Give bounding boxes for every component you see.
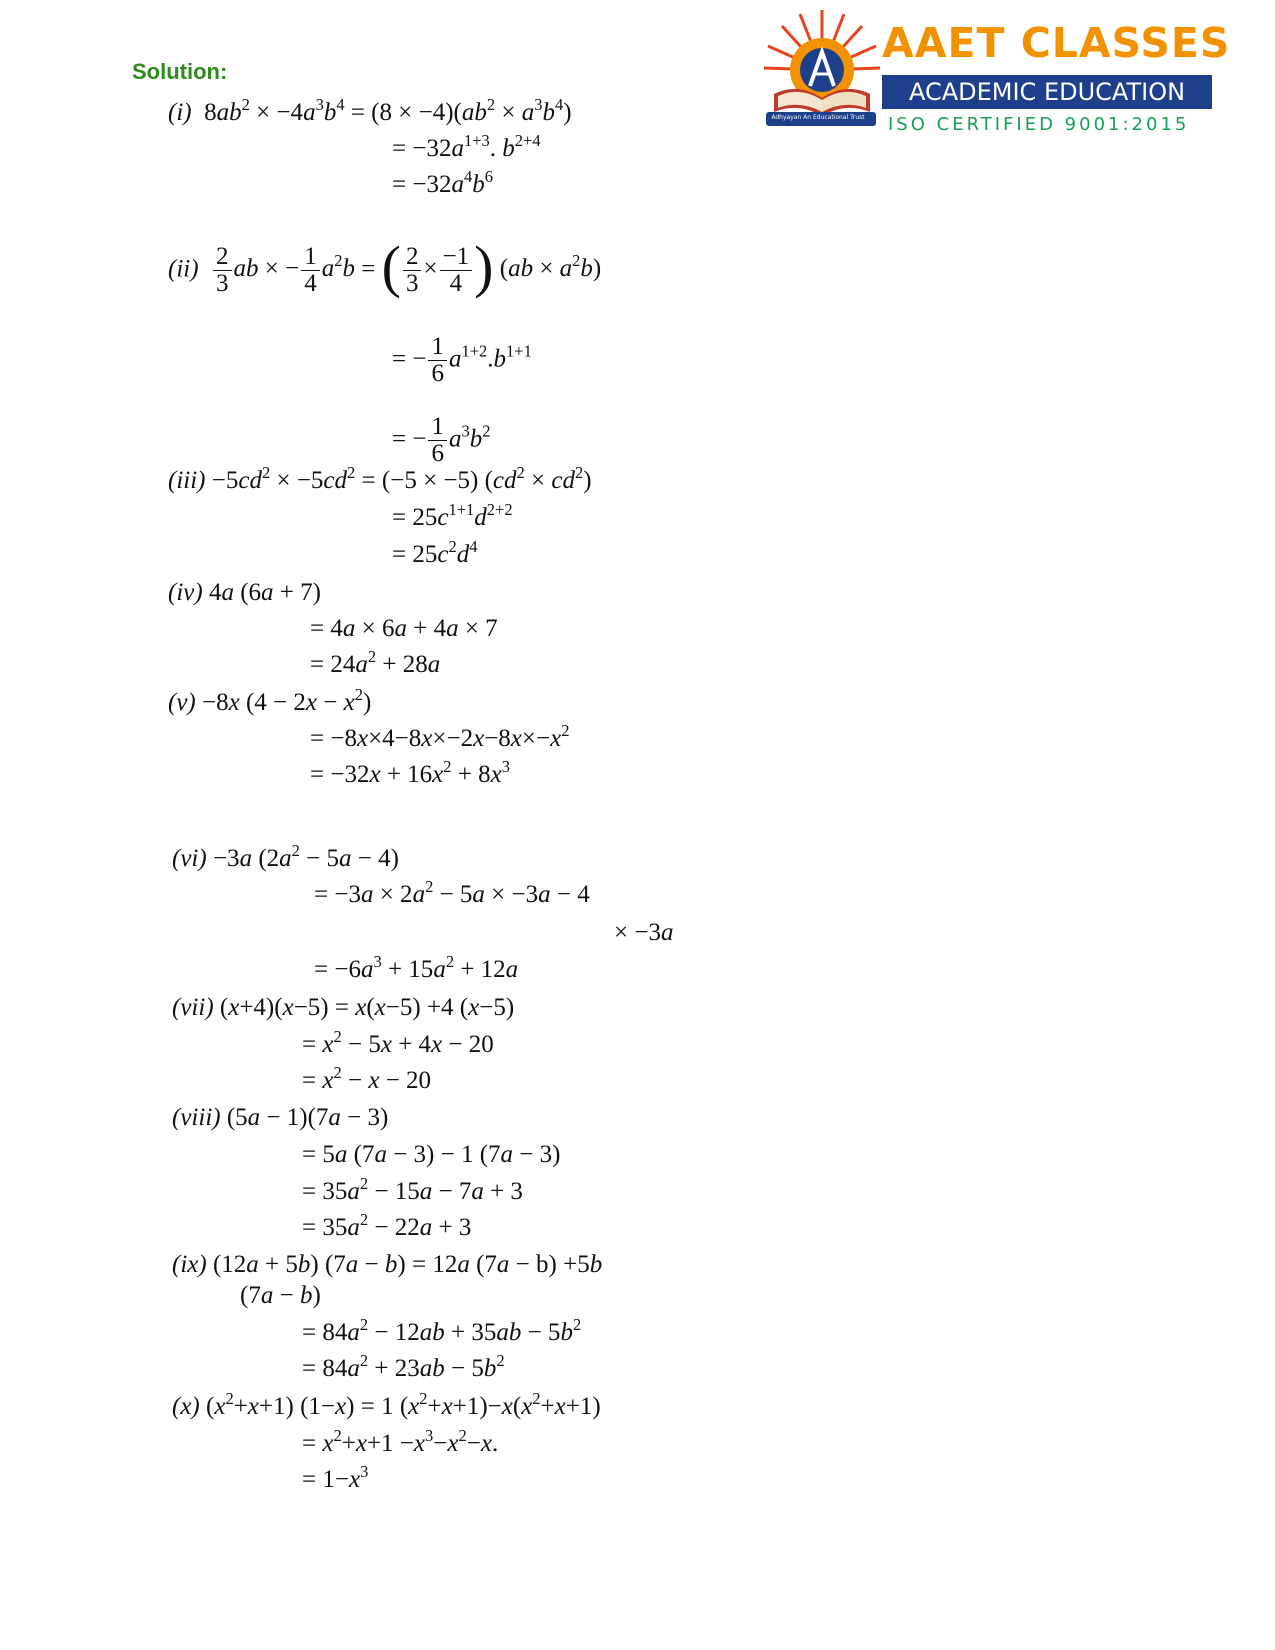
solution-heading: Solution: — [132, 59, 228, 84]
problem-label: (iv) — [168, 579, 203, 606]
problem-label: (v) — [168, 689, 196, 716]
expression: −8x $(4 - 2x - x^2)$ — [202, 684, 372, 716]
step: = $-6a^3 + 15a^2 + 12a$ — [314, 951, 519, 983]
step: = − $\frac{1}{6}$ $a^3b^2$ — [392, 413, 491, 468]
problem-iii: $(iii) -5cd^2 \times -5cd^2 = (-5 \times -5) (cd^2 \times cd^2)$ — [168, 462, 592, 494]
expression: $\frac{2}{3}$ ab × − $\frac{1}{4}$ $a^2b$ — [211, 255, 355, 282]
expression: (12a + 5b) (7a − b) — [212, 1251, 406, 1278]
step: = $-8x\times 4-8x\times-2x-8x\times-x^2$ — [310, 720, 570, 752]
step: = $-32x + 16x^2 + 8x^3$ — [310, 756, 510, 788]
problem-ii: (ii) $\frac{2}{3}$ ab × − $\frac{1}{4}$ $a^2b$ = ( $\frac{2}{3}$ × $\frac{-1}{4}$ ) $(ab \times a^2b)$ — [168, 233, 602, 299]
problem-viii — [172, 1103, 388, 1133]
problem-iv — [168, 578, 321, 608]
problem-label: (ii) — [168, 255, 199, 283]
step: 1 $(x^2+x+1)-x(x^2+x+1)$ — [381, 1388, 601, 1420]
logo-tagline: ACADEMIC EDUCATION — [882, 75, 1212, 109]
logo-brand: AAET CLASSES — [882, 19, 1231, 67]
problem-ix: (ix) (12a + 5b) (7a − b) = 12a (7a − b) +5b — [172, 1251, 603, 1278]
problem-label: (i) — [168, 99, 192, 126]
step: = 5a (7a − 3) − 1 (7a − 3) — [302, 1141, 561, 1168]
step: = $84a^2 - 12ab + 35ab - 5b^2$ — [302, 1314, 582, 1346]
problem-label: (ix) — [172, 1251, 207, 1278]
step: = $24a^2 + 28a$ — [310, 646, 441, 678]
expression: −3a $(2a^2 - 5a - 4)$ — [212, 840, 399, 872]
step: = $35a^2 - 15a - 7a + 3$ — [302, 1173, 523, 1205]
step: = $1-x^3$ — [302, 1461, 369, 1493]
step: = $-32a^{1+3}$. $b^{2+4}$ — [392, 130, 541, 162]
step: = 4a × 6a + 4a × 7 — [310, 615, 498, 642]
problem-i: (i) $8ab^2 \times -4a^3b^4 = (8 \times -4)(ab^2 \times a^3b^4)$ — [168, 94, 572, 126]
expression: $(x^2+x+1)$ (1−x) — [206, 1388, 355, 1420]
step: x(x−5) +4 (x−5) — [355, 994, 515, 1021]
problem-x: (x) $(x^2+x+1) (1-x) = 1$ $(x^2+x+1)-x(x^2+x+1)$ — [172, 1388, 601, 1420]
problem-vii: (vii) (x+4)(x−5) = x(x−5) +4 (x−5) — [172, 994, 515, 1021]
step: (7a − b) — [240, 1282, 321, 1309]
step: = $84a^2 + 23ab - 5b^2$ — [302, 1350, 505, 1382]
step: $(8 \times -4)(ab^2 \times a^3b^4)$ — [371, 94, 572, 126]
step: = $35a^2 - 22a + 3$ — [302, 1209, 472, 1241]
problem-label: (x) — [172, 1393, 200, 1420]
logo-trust-text: Adhyayan An Educational Trust — [771, 114, 865, 121]
step: = − $\frac{1}{6}$ $a^{1+2}.b^{1+1}$ — [392, 333, 532, 388]
step: = $25c^{1+1}d^{2+2}$ — [392, 499, 513, 531]
step: (−5 × −5) $(cd^2 \times cd^2)$ — [381, 462, 592, 494]
expression: $-5cd^2 \times -5cd^2$ — [211, 462, 356, 494]
step: = $-32a^4b^6$ — [392, 166, 493, 198]
problem-label: (vi) — [172, 845, 207, 872]
logo-certification: ISO CERTIFIED 9001:2015 — [888, 114, 1190, 135]
step: = $25c^2d^4$ — [392, 536, 478, 568]
expression: 4a (6a + 7) — [208, 579, 321, 606]
logo — [760, 8, 1231, 140]
problem-v — [168, 684, 372, 718]
step: = $x^2 - 5x + 4x - 20$ — [302, 1026, 494, 1058]
step: = $x^2 - x - 20$ — [302, 1062, 432, 1094]
step: = $x^2+x+1 -x^3-x^2-x$. — [302, 1425, 499, 1457]
step: 12a (7a − b) +5b — [432, 1251, 603, 1278]
step: × −3a — [614, 919, 674, 946]
step: ( $\frac{2}{3}$ × $\frac{-1}{4}$ ) $(ab \times a^2b)$ — [381, 233, 602, 299]
expression: (5a − 1)(7a − 3) — [226, 1104, 389, 1131]
problem-label: (iii) — [168, 467, 206, 494]
expression: $8ab^2 \times -4a^3b^4$ — [204, 94, 345, 126]
problem-vi — [172, 840, 399, 874]
problem-label: (viii) — [172, 1104, 221, 1131]
expression: (x+4)(x−5) — [219, 994, 329, 1021]
step: = $-3a \times 2a^2 - 5a \times -3a - 4$ — [314, 876, 590, 908]
problem-label: (vii) — [172, 994, 214, 1021]
